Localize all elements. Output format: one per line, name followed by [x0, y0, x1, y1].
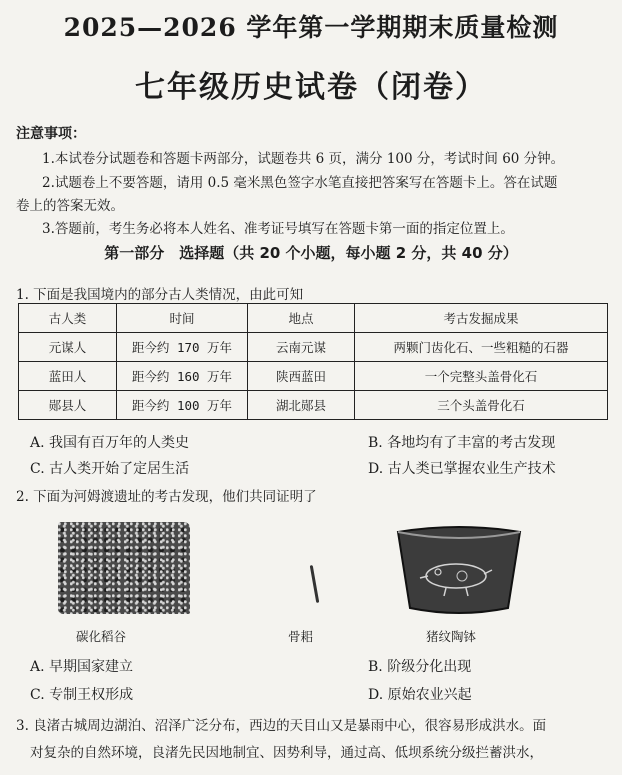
table-cell: 云南元谋: [248, 333, 355, 362]
q2-option-a: A. 早期国家建立: [30, 659, 134, 675]
exam-title: 2025—2026 学年第一学期期末质量检测: [63, 13, 559, 42]
q1-option-b: B. 各地均有了丰富的考古发现: [368, 435, 556, 451]
caption-rice: 碳化稻谷: [76, 629, 127, 644]
table-row: [19, 333, 608, 362]
table-row: [19, 362, 608, 391]
table-cell: 一个完整头盖骨化石: [355, 362, 608, 391]
caption-pot: 猪纹陶钵: [426, 629, 477, 644]
table-cell: 距今约 100 万年: [117, 391, 248, 420]
table-row: [19, 391, 608, 420]
table-cell: 元谋人: [19, 333, 117, 362]
table-cell: 蓝田人: [19, 362, 117, 391]
table-header: 考古发掘成果: [355, 304, 608, 333]
table-cell: 陕西蓝田: [248, 362, 355, 391]
exam-subtitle: 七年级历史试卷（闭卷）: [135, 70, 487, 105]
table-header-row: [19, 304, 608, 333]
table-header: 古人类: [19, 304, 117, 333]
table-cell: 两颗门齿化石、一些粗糙的石器: [355, 333, 608, 362]
part-one-title: 第一部分 选择题（共 20 个小题，每小题 2 分，共 40 分）: [104, 244, 518, 262]
pig-pattern-bowl-image: [392, 522, 526, 618]
table-cell: 距今约 160 万年: [117, 362, 248, 391]
table-header: 时间: [117, 304, 248, 333]
caption-bone-spade: 骨耜: [288, 629, 314, 644]
bone-spade-image: [310, 565, 320, 603]
table-cell: 湖北郧县: [248, 391, 355, 420]
carbonized-rice-image: [58, 522, 190, 614]
question-1-stem: 1. 下面是我国境内的部分古人类情况，由此可知: [16, 287, 304, 303]
q2-option-b: B. 阶级分化出现: [368, 659, 472, 675]
question-2-stem: 2. 下面为河姆渡遗址的考古发现，他们共同证明了: [16, 489, 317, 505]
q1-option-c: C. 古人类开始了定居生活: [30, 461, 190, 477]
q2-option-d: D. 原始农业兴起: [368, 687, 472, 703]
q1-option-d: D. 古人类已掌握农业生产技术: [368, 461, 556, 477]
note-item-1: 1.本试卷分试题卷和答题卡两部分，试题卷共 6 页，满分 100 分，考试时间 60 分钟。: [42, 151, 565, 167]
ancient-humans-table: [18, 303, 608, 420]
q2-option-c: C. 专制王权形成: [30, 687, 134, 703]
note-item-2: 2.试题卷上不要答题，请用 0.5 毫米黑色签字水笔直接把答案写在答题卡上。答在试题: [42, 175, 558, 191]
note-item-3: 3.答题前，考生务必将本人姓名、准考证号填写在答题卡第一面的指定位置上。: [42, 221, 514, 237]
table-header: 地点: [248, 304, 355, 333]
q1-option-a: A. 我国有百万年的人类史: [30, 435, 190, 451]
table-cell: 郧县人: [19, 391, 117, 420]
question-3-line-2: 对复杂的自然环境，良渚先民因地制宜、因势利导，通过高、低坝系统分级拦蓄洪水，: [30, 745, 543, 761]
note-item-2-cont: 卷上的答案无效。: [16, 198, 124, 214]
table-cell: 三个头盖骨化石: [355, 391, 608, 420]
notes-title: 注意事项：: [16, 126, 86, 142]
table-cell: 距今约 170 万年: [117, 333, 248, 362]
question-3-line-1: 3. 良渚古城周边湖泊、沼泽广泛分布，西边的天目山又是暴雨中心，很容易形成洪水。面: [16, 718, 547, 734]
